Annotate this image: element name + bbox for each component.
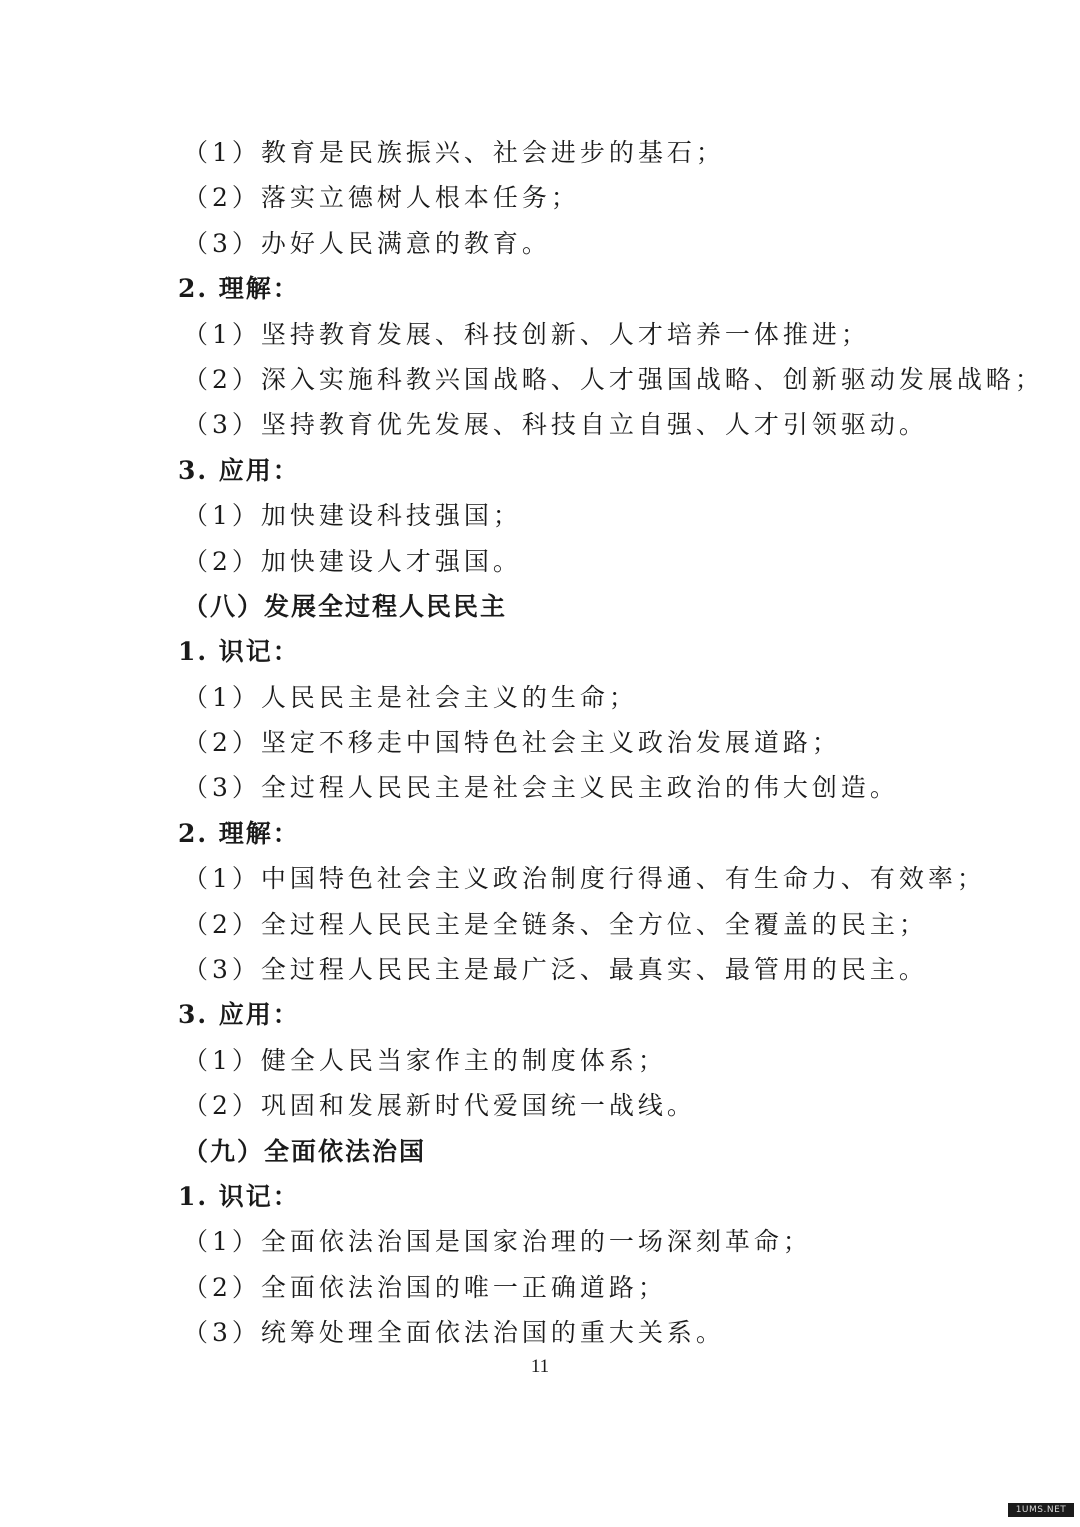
sub-heading: 1. 识记： (178, 1181, 300, 1211)
list-item: （2）巩固和发展新时代爱国统一战线。 (183, 1091, 696, 1121)
watermark-label: 1UMS.NET (1008, 1503, 1074, 1517)
sub-heading: 3. 应用： (178, 1000, 300, 1030)
list-item: （1）全面依法治国是国家治理的一场深刻革命； (183, 1227, 812, 1257)
sub-heading: 2. 理解： (178, 818, 300, 848)
sub-heading: 1. 识记： (178, 637, 300, 667)
sub-heading: 3. 应用： (178, 455, 300, 485)
list-item: （3）统筹处理全面依法治国的重大关系。 (183, 1318, 725, 1348)
list-item: （2）全面依法治国的唯一正确道路； (183, 1272, 667, 1302)
list-item: （2）深入实施科教兴国战略、人才强国战略、创新驱动发展战略； (183, 364, 1044, 394)
list-item: （2）坚定不移走中国特色社会主义政治发展道路； (183, 728, 841, 758)
list-item: （2）全过程人民民主是全链条、全方位、全覆盖的民主； (183, 909, 928, 939)
list-item: （3）办好人民满意的教育。 (183, 228, 551, 258)
list-item: （2）落实立德树人根本任务； (183, 183, 580, 213)
section-heading: （八）发展全过程人民民主 (183, 591, 508, 621)
list-item: （3）坚持教育优先发展、科技自立自强、人才引领驱动。 (183, 410, 928, 440)
sub-heading: 2. 理解： (178, 274, 300, 304)
list-item: （1）加快建设科技强国； (183, 501, 522, 531)
list-item: （1）坚持教育发展、科技创新、人才培养一体推进； (183, 319, 870, 349)
list-item: （1）教育是民族振兴、社会进步的基石； (183, 138, 725, 167)
list-item: （1）健全人民当家作主的制度体系； (183, 1045, 667, 1075)
list-item: （1）中国特色社会主义政治制度行得通、有生命力、有效率； (183, 864, 986, 894)
list-item: （2）加快建设人才强国。 (183, 546, 522, 576)
page-number: 11 (530, 1356, 550, 1377)
list-item: （3）全过程人民民主是社会主义民主政治的伟大创造。 (183, 773, 899, 803)
list-item: （3）全过程人民民主是最广泛、最真实、最管用的民主。 (183, 955, 928, 985)
section-heading: （九）全面依法治国 (183, 1136, 427, 1166)
list-item: （1）人民民主是社会主义的生命； (183, 682, 638, 712)
document-page (0, 130, 1080, 1356)
